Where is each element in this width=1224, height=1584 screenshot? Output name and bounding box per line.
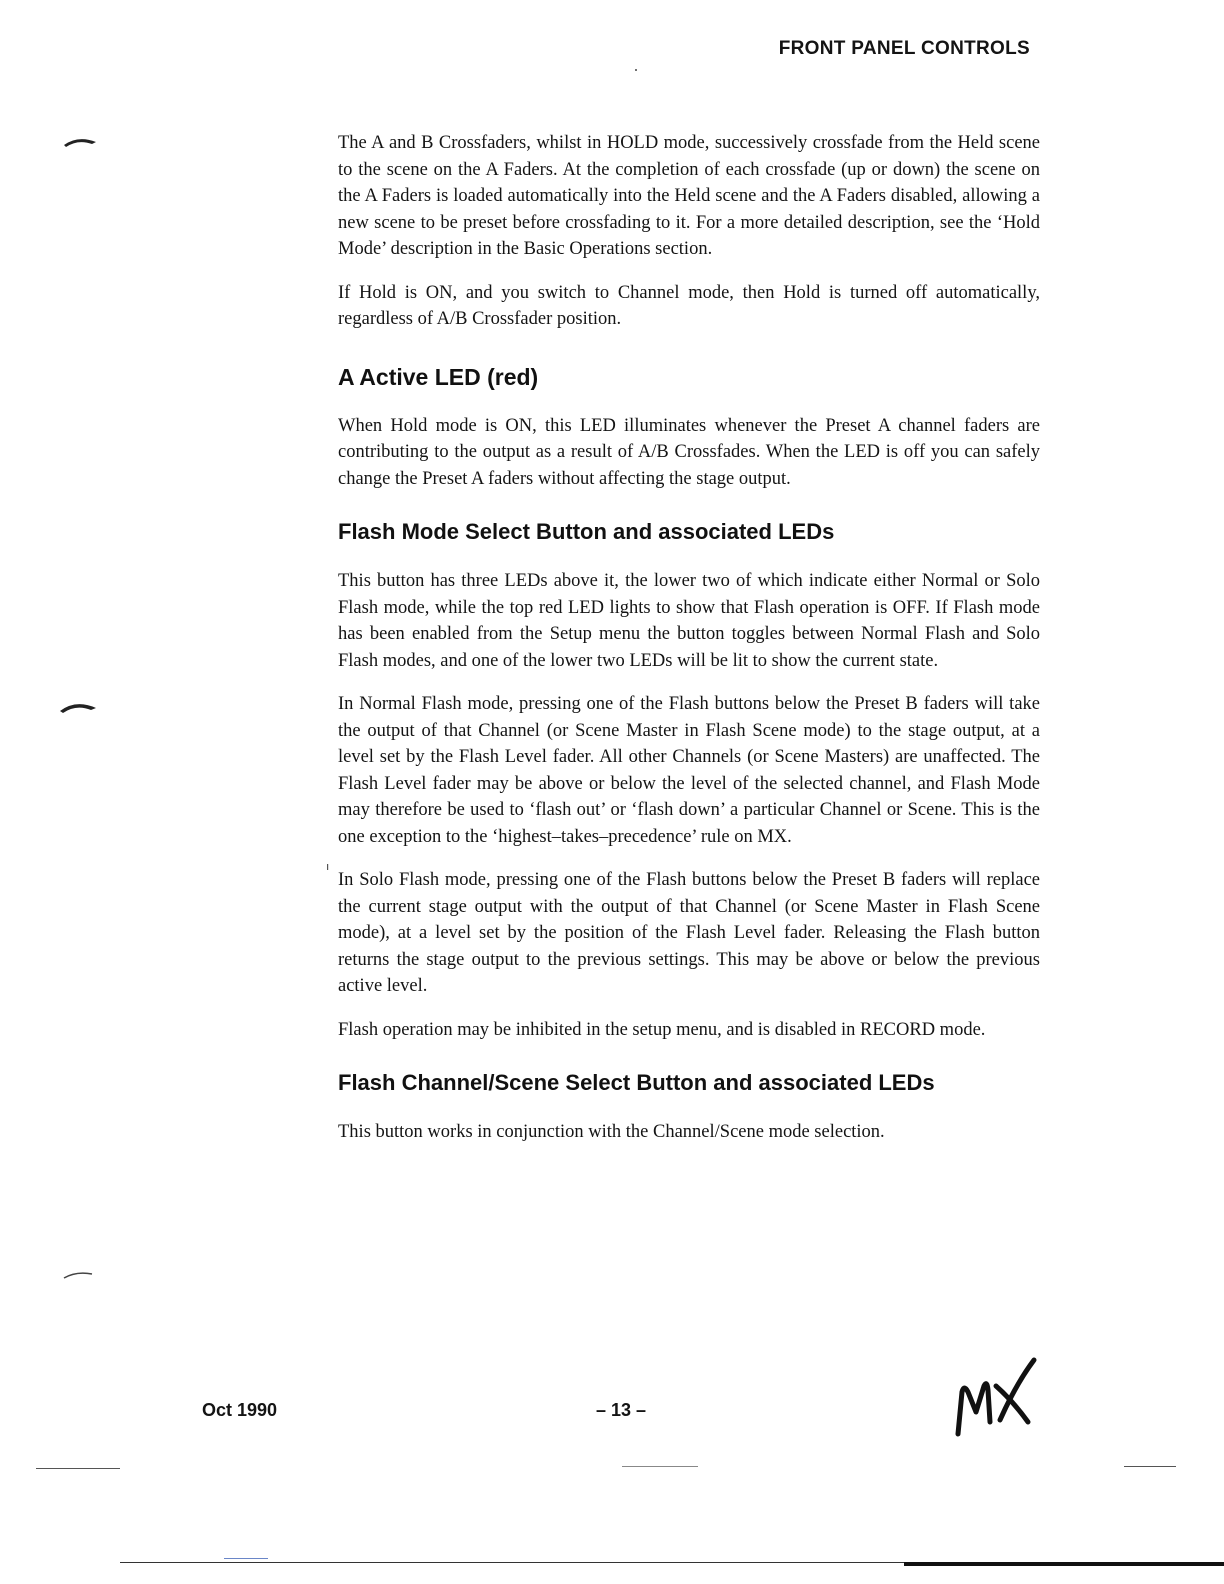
paragraph-flash-inhibit: Flash operation may be inhibited in the setup menu, and is disabled in RECORD mode. bbox=[338, 1019, 986, 1040]
paragraph-hold-channel-mode: If Hold is ON, and you switch to Channel mode, then Hold is turned off automatically, regardless of A/B Crossfader position. bbox=[338, 282, 1040, 329]
footer-date: Oct 1990 bbox=[202, 1400, 278, 1420]
section-heading-a-active-led: A Active LED (red) bbox=[338, 363, 539, 390]
scan-line-bottom-center bbox=[622, 1466, 698, 1467]
running-header: FRONT PANEL CONTROLS bbox=[778, 38, 1030, 59]
scan-line-page-edge-accent bbox=[904, 1562, 1224, 1566]
paragraph-flash-mode-leds: This button has three LEDs above it, the lower two of which indicate either Normal or Solo Flash mode, while the top red LED lights to show that Flash operation is OFF. If Flash mode has been enabled from the Setup menu the button toggles between Normal Flash and Solo Flash modes, and one of the lower two LEDs will be lit to show the current state. bbox=[338, 571, 1040, 671]
paragraph-a-active-led: When Hold mode is ON, this LED illuminates whenever the Preset A channel faders are contributing to the output as a result of A/B Crossfades. When the LED is off you can safely change the Preset A faders without affecting the stage output. bbox=[338, 415, 1040, 489]
section-heading-flash-channel-scene: Flash Channel/Scene Select Button and associated LEDs bbox=[338, 1070, 935, 1095]
binder-hole-mark-middle bbox=[58, 700, 98, 716]
scan-line-blue-mark bbox=[224, 1558, 268, 1559]
stray-tick bbox=[326, 864, 330, 870]
binder-hole-mark-top bbox=[62, 136, 98, 150]
mx-logo bbox=[950, 1356, 1042, 1440]
scan-line-bottom-right bbox=[1124, 1466, 1176, 1467]
binder-hole-mark-bottom bbox=[62, 1268, 94, 1282]
document-body bbox=[338, 130, 1040, 1163]
section-heading-flash-mode-select: Flash Mode Select Button and associated LEDs bbox=[338, 519, 835, 544]
footer-page-number: – 13 – bbox=[596, 1400, 647, 1420]
paragraph-hold-crossfade: The A and B Crossfaders, whilst in HOLD mode, successively crossfade from the Held scene to the scene on the A Faders. At the completion of each crossfade (up or down) the scene on the A Faders is loaded automatically into the Held scene and the A Faders disabled, allowing a new scene to be preset before crossfading to it. For a more detailed description, see the ‘Hold Mode’ description in the Basic Operations section. bbox=[338, 133, 1040, 259]
paragraph-flash-channel-scene: This button works in conjunction with the Channel/Scene mode selection. bbox=[338, 1122, 885, 1142]
scan-line-bottom-left bbox=[36, 1468, 120, 1469]
paragraph-normal-flash-mode: In Normal Flash mode, pressing one of the Flash buttons below the Preset B faders will take the output of that Channel (or Scene Master in Flash Scene mode) to the stage output, at a level set by the Flash Level fader. All other Channels (or Scene Masters) are unaffected. The Flash Level fader may be above or below the level of the selected channel, and Flash Mode may therefore be used to ‘flash out’ or ‘flash down’ a particular Channel or Scene. This is the one exception to the ‘highest–takes–precedence’ rule on MX. bbox=[338, 694, 1040, 847]
stray-dot bbox=[634, 68, 638, 72]
paragraph-solo-flash-mode: In Solo Flash mode, pressing one of the Flash buttons below the Preset B faders will replace the current stage output with the output of that Channel (or Scene Master in Flash Scene mode), at a level set by the position of the Flash Level fader. Releasing the Flash button returns the stage output to the previous settings. This may be above or below the previous active level. bbox=[338, 870, 1040, 996]
